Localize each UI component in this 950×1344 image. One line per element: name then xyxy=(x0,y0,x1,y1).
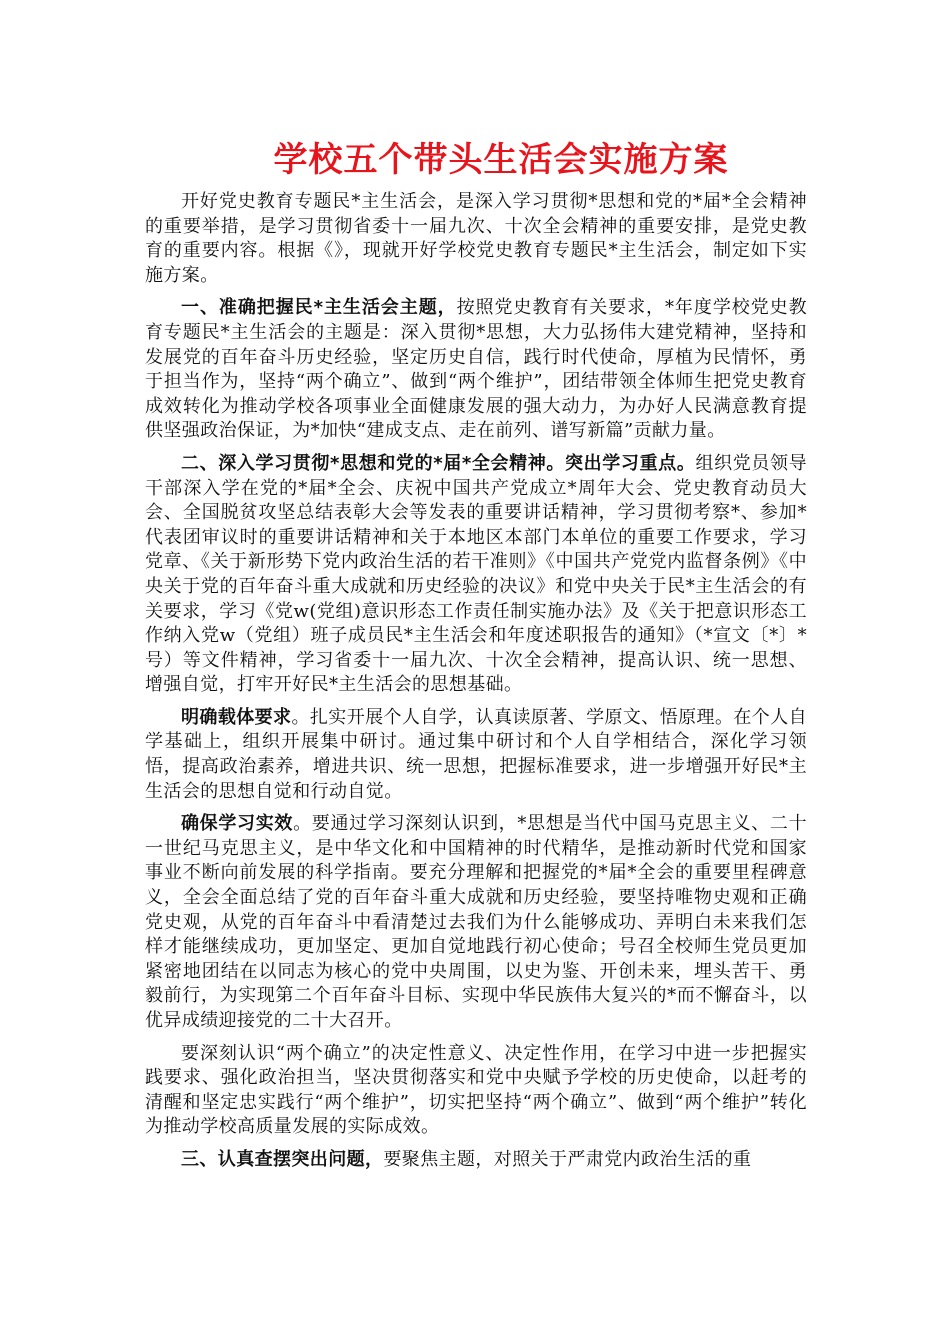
section-heading: 一、准确把握民*主生活会主题， xyxy=(181,297,457,319)
paragraph-text: 。扎实开展个人自学，认真读原著、学原文、悟原理。在个人自学基础上，组织开展集中研讨。通过集中研讨和个人自学相结合，深化学习领悟，提高政治素养，增进共识、统一思想，把握标准要求，进一步增强开好民*主生活会的思想自觉和行动自觉。 xyxy=(145,706,808,802)
paragraph-intro xyxy=(145,190,807,288)
section-heading: 二、深入学习贯彻*思想和党的*届*全会精神。突出学习重点。 xyxy=(181,452,696,474)
section-heading: 三、认真查摆突出问题， xyxy=(181,1148,384,1170)
paragraph-section-1 xyxy=(145,296,807,444)
paragraph-section-2 xyxy=(145,452,807,698)
paragraph-text: 。要通过学习深刻认识到，*思想是当代中国马克思主义、二十一世纪马克思主义，是中华文化和中国精神的时代精华，是推动新时代党和国家事业不断向前发展的科学指南。要充分理解和把握党的*届*全会的重要里程碑意义，全会全面总结了党的百年奋斗重大成就和历史经验，要坚持唯物史观和正确党史观，从党的百年奋斗中看清楚过去我们为什么能够成功、弄明白未来我们怎样才能继续成功，更加坚定、更加自觉地践行初心使命；号召全校师生党员更加紧密地团结在以同志为核心的党中央周围，以史为鉴、开创未来，埋头苦干、勇毅前行，为实现第二个百年奋斗目标、实现中华民族伟大复兴的*而不懈奋斗，以优异成绩迎接党的二十大召开。 xyxy=(145,813,807,1031)
document-title: 学校五个带头生活会实施方案 xyxy=(273,140,729,180)
document-body xyxy=(145,190,807,1181)
paragraph-text: 组织党员领导干部深入学在党的*届*全会、庆祝中国共产党成立*周年大会、党史教育动员大会、全国脱贫攻坚总结表彰大会等发表的重要讲话精神，学习贯彻考察*、参加*代表团审议时的重要讲话精神和关于本地区本部门本单位的重要工作要求，学习党章、《关于新形势下党内政治生活的若干准则》《中国共产党党内监督条例》《中央关于党的百年奋斗重大成就和历史经验的决议》和党中央关于民*主生活会的有关要求，学习《党w(党组)意识形态工作责任制实施办法》及《关于把意识形态工作纳入党w（党组）班子成员民*主生活会和年度述职报告的通知》（*宣文〔*〕*号）等文件精神，学习省委十一届九次、十次全会精神，提高认识、统一思想、增强自觉，打牢开好民*主生活会的思想基础。 xyxy=(145,452,807,696)
subsection-heading: 确保学习实效 xyxy=(181,813,294,835)
paragraph-learning-effect xyxy=(145,812,807,1033)
paragraph-text: 开好党史教育专题民*主生活会，是深入学习贯彻*思想和党的*届*全会精神的重要举措，是学习贯彻省委十一届九次、十次全会精神的重要安排，是党史教育的重要内容。根据《》，现就开好学校党史教育专题民*主生活会，制定如下实施方案。 xyxy=(145,191,807,286)
paragraph-carrier-requirements xyxy=(145,706,807,804)
paragraph-two-establishments xyxy=(145,1042,807,1140)
paragraph-text: 要聚焦主题，对照关于严肃党内政治生活的重 xyxy=(383,1148,752,1170)
subsection-heading: 明确载体要求 xyxy=(181,706,292,728)
paragraph-section-3 xyxy=(145,1148,807,1173)
paragraph-text: 要深刻认识“两个确立”的决定性意义、决定性作用，在学习中进一步把握实践要求、强化政治担当，坚决贯彻落实和党中央赋予学校的历史使命，以赶考的清醒和坚定忠实践行“两个维护”，切实把坚持“两个确立”、做到“两个维护”转化为推动学校高质量发展的实际成效。 xyxy=(145,1042,807,1138)
paragraph-text: 按照党史教育有关要求，*年度学校党史教育专题民*主生活会的主题是：深入贯彻*思想，大力弘扬伟大建党精神，坚持和发展党的百年奋斗历史经验，坚定历史自信，践行时代使命，厚植为民情怀，勇于担当作为，坚持“两个确立”、做到“两个维护”，团结带领全体师生把党史教育成效转化为推动学校各项事业全面健康发展的强大动力，为办好人民满意教育提供坚强政治保证，为*加快“建成支点、走在前列、谱写新篇”贡献力量。 xyxy=(145,297,807,442)
